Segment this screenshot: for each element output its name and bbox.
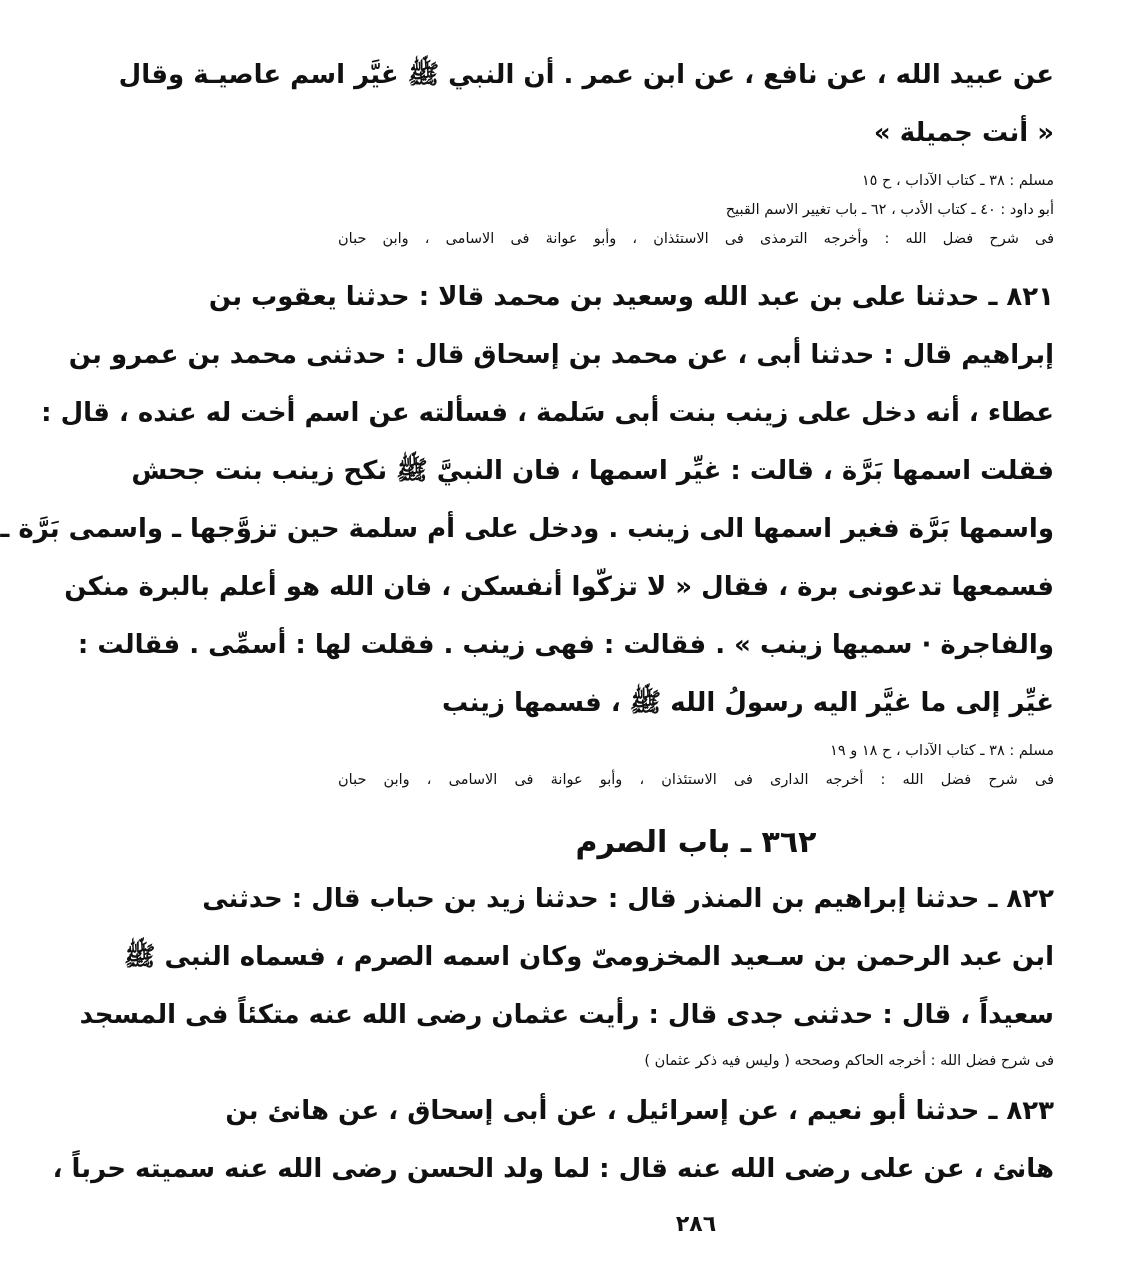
chapter-heading: ٣٦٢ ـ باب الصرم [575,825,817,860]
text-line-1: عن عبيد الله ، عن نافع ، عن ابن عمر . أن النبي ﷺ غيَّر اسم عاصيـة وقال [118,60,1054,90]
page-number: ٢٨٦ [675,1212,717,1237]
footnote-line-2: أبو داود : ٤٠ ـ كتاب الأدب ، ٦٢ ـ باب تغيير الاسم القبيح [725,202,1054,218]
hadith-823-line-1: ٨٢٣ ـ حدثنا أبو نعيم ، عن إسرائيل ، عن أبى إسحاق ، عن هانئ بن [225,1096,1054,1126]
text-line-2: « أنت جميلة » [873,118,1054,148]
hadith-821-line-5: واسمها بَرَّة فغير اسمها الى زينب . ودخل على أم سلمة حين تزوَّجها ـ واسمى بَرَّة ـ [0,514,1054,544]
hadith-822-line-3: سعيداً ، قال : حدثنى جدى قال : رأيت عثمان رضى الله عنه متكئاً فى المسجد [79,1000,1054,1030]
hadith-821-line-2: إبراهيم قال : حدثنا أبى ، عن محمد بن إسحاق قال : حدثنى محمد بن عمرو بن [68,340,1054,370]
hadith-821-line-7: والفاجرة · سميها زينب » . فقالت : فهى زينب . فقلت لها : أسمِّى . فقالت : [77,630,1054,660]
footnote-line-1: مسلم : ٣٨ ـ كتاب الآداب ، ح ١٥ [861,173,1054,189]
footnote-line-3: فى شرح فضل الله : وأخرجه الترمذى فى الاستئذان ، وأبو عوانة فى الاسامى ، وابن حبان [338,231,1054,247]
footnote-line-4: مسلم : ٣٨ ـ كتاب الآداب ، ح ١٨ و ١٩ [830,743,1054,759]
hadith-821-line-8: غيِّر إلى ما غيَّر اليه رسولُ الله ﷺ ، فسمها زينب [442,688,1054,718]
hadith-821-line-3: عطاء ، أنه دخل على زينب بنت أبى سَلمة ، فسألته عن اسم أخت له عنده ، قال : [41,398,1054,428]
hadith-821-line-6: فسمعها تدعونى برة ، فقال « لا تزكّوا أنفسكن ، فان الله هو أعلم بالبرة منكن [64,572,1054,602]
footnote-line-6: فى شرح فضل الله : أخرجه الحاكم وصححه ( وليس فيه ذكر عثمان ) [644,1053,1054,1069]
footnote-line-5: فى شرح فضل الله : أخرجه الدارى فى الاستئذان ، وأبو عوانة فى الاسامى ، وابن حبان [338,772,1054,788]
hadith-822-line-1: ٨٢٢ ـ حدثنا إبراهيم بن المنذر قال : حدثنا زيد بن حباب قال : حدثنى [202,884,1054,914]
hadith-821-line-1: ٨٢١ ـ حدثنا على بن عبد الله وسعيد بن محمد قالا : حدثنا يعقوب بن [208,282,1054,312]
hadith-821-line-4: فقلت اسمها بَرَّة ، قالت : غيِّر اسمها ، فان النبيَّ ﷺ نكح زينب بنت جحش [131,456,1054,486]
hadith-822-line-2: ابن عبد الرحمن بن سـعيد المخزومىّ وكان اسمه الصرم ، فسماه النبى ﷺ [124,942,1054,972]
hadith-823-line-2: هانئ ، عن على رضى الله عنه قال : لما ولد الحسن رضى الله عنه سميته حرباً ، [52,1154,1054,1184]
